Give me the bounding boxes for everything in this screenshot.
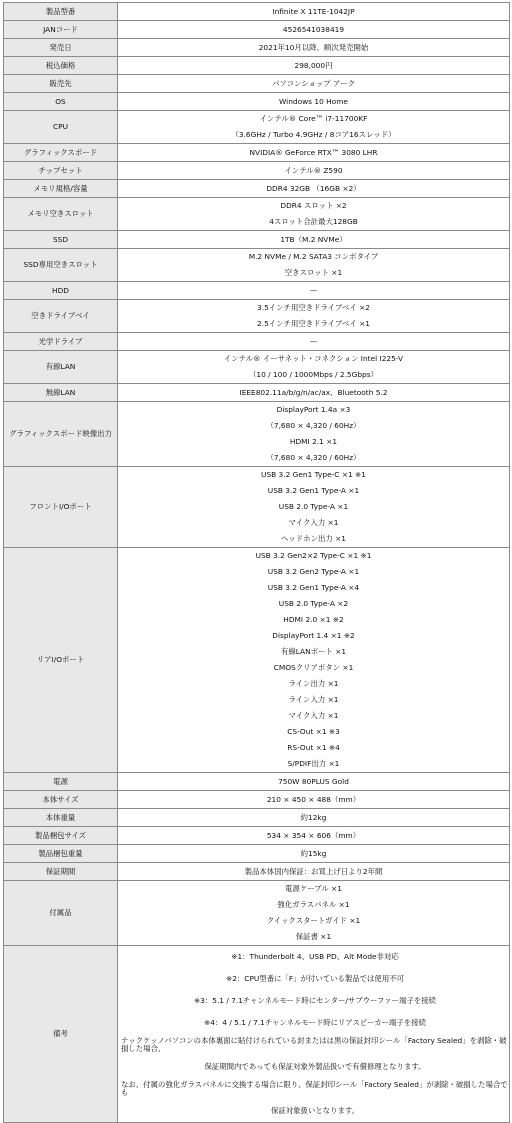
- spec-row: [4, 93, 510, 111]
- spec-value: [118, 791, 510, 809]
- spec-value-line: 1TB（M.2 NVMe）: [280, 234, 347, 244]
- spec-row: [4, 809, 510, 827]
- spec-label: 空きドライブベイ: [4, 300, 118, 333]
- spec-label: 製品梱包サイズ: [4, 827, 118, 845]
- spec-label: メモリ規格/容量: [4, 180, 118, 198]
- spec-value-line: （7,680 × 4,320 / 60Hz）: [266, 453, 361, 462]
- note-line: ※1：Thunderbolt 4、USB PD、Alt Mode非対応: [231, 952, 399, 961]
- spec-value: [118, 39, 510, 57]
- spec-row: [4, 111, 510, 144]
- spec-label: 製品梱包重量: [4, 845, 118, 863]
- spec-value: [118, 402, 510, 467]
- spec-row: [4, 75, 510, 93]
- spec-label: OS: [4, 93, 118, 111]
- spec-label: チップセット: [4, 162, 118, 180]
- spec-value: [118, 75, 510, 93]
- spec-label: 光学ドライブ: [4, 333, 118, 351]
- spec-value-line: —: [309, 336, 318, 346]
- spec-value-line: DisplayPort 1.4a ×3: [276, 405, 351, 414]
- note-line: 保証期間内であっても保証対象外製品扱いで有償修理となります。: [204, 1062, 426, 1071]
- spec-value-line: パソコンショップ アーク: [272, 78, 355, 88]
- spec-value-line: HDMI 2.1 ×1: [289, 437, 338, 446]
- spec-value-line: （7,680 × 4,320 / 60Hz）: [266, 421, 361, 430]
- spec-row: [4, 402, 510, 467]
- spec-value-line: M.2 NVMe / M.2 SATA3 コンボタイプ: [248, 252, 379, 261]
- spec-value: [118, 21, 510, 39]
- spec-value: [118, 231, 510, 249]
- spec-value-line: USB 3.2 Gen1 Type-C ×1 ※1: [261, 470, 366, 479]
- spec-row: [4, 144, 510, 162]
- spec-label: 本体サイズ: [4, 791, 118, 809]
- spec-value: [118, 845, 510, 863]
- spec-value-line: 750W 80PLUS Gold: [278, 776, 349, 786]
- spec-row: [4, 21, 510, 39]
- spec-value-line: 4スロット合計最大128GB: [269, 217, 358, 226]
- spec-value: [118, 827, 510, 845]
- spec-label: JANコード: [4, 21, 118, 39]
- spec-value-line: S/PDIF出力 ×1: [287, 759, 340, 768]
- spec-value-line: 空きスロット ×1: [284, 268, 343, 277]
- spec-row: [4, 198, 510, 231]
- spec-value-line: —: [309, 285, 318, 295]
- spec-row: [4, 881, 510, 946]
- spec-value-line: 2021年10月以降、順次発売開始: [258, 42, 369, 52]
- spec-label: 本体重量: [4, 809, 118, 827]
- spec-value-line: USB 3.2 Gen2×2 Type-C ×1 ※1: [255, 551, 372, 560]
- spec-value: [118, 773, 510, 791]
- spec-label: グラフィックスボード: [4, 144, 118, 162]
- spec-table: [3, 2, 510, 1123]
- spec-label: CPU: [4, 111, 118, 144]
- spec-value-line: インテル® Z590: [284, 165, 343, 175]
- spec-value: [118, 863, 510, 881]
- spec-value-line: ライン入力 ×1: [288, 695, 339, 704]
- spec-row: [4, 39, 510, 57]
- spec-value: [118, 57, 510, 75]
- spec-row: [4, 3, 510, 21]
- spec-value-line: DDR4 スロット ×2: [280, 201, 347, 210]
- spec-row: [4, 300, 510, 333]
- spec-value-line: NVIDIA® GeForce RTX™ 3080 LHR: [249, 147, 378, 157]
- spec-value: [118, 384, 510, 402]
- spec-value: [118, 111, 510, 144]
- spec-value-line: マイク入力 ×1: [288, 518, 339, 527]
- spec-row: [4, 57, 510, 75]
- spec-label: HDD: [4, 282, 118, 300]
- spec-value-line: インテル® Core™ i7-11700KF: [259, 114, 368, 123]
- spec-value-line: USB 3.2 Gen1 Type-A ×4: [267, 583, 360, 592]
- spec-value-line: RS-Out ×1 ※4: [287, 743, 340, 752]
- spec-label: 税込価格: [4, 57, 118, 75]
- spec-value: [118, 180, 510, 198]
- spec-row: [4, 333, 510, 351]
- spec-label: 保証期間: [4, 863, 118, 881]
- spec-value: [118, 3, 510, 21]
- spec-row: [4, 282, 510, 300]
- spec-value-line: 534 × 354 × 606（mm）: [266, 830, 361, 840]
- spec-label: 製品型番: [4, 3, 118, 21]
- spec-row: [4, 827, 510, 845]
- notes-row: [4, 946, 510, 1123]
- spec-label: リアI/Oポート: [4, 548, 118, 773]
- spec-table-body: [4, 3, 510, 1123]
- spec-label: 販売先: [4, 75, 118, 93]
- spec-value-line: クイックスタートガイド ×1: [266, 916, 361, 925]
- spec-label: グラフィックスボード映像出力: [4, 402, 118, 467]
- note-line: ※2：CPU型番に「F」が付いている製品では使用不可: [226, 974, 404, 983]
- spec-value: [118, 467, 510, 548]
- spec-value-line: CS-Out ×1 ※3: [287, 727, 340, 736]
- notes-label: 備考: [4, 946, 118, 1123]
- spec-value-line: 製品本体国内保証：お買上げ日より2年間: [244, 866, 383, 876]
- spec-value: [118, 144, 510, 162]
- notes-content: [118, 946, 510, 1123]
- spec-value-line: ライン出力 ×1: [288, 679, 339, 688]
- spec-value: [118, 162, 510, 180]
- spec-row: [4, 162, 510, 180]
- spec-value-line: 強化ガラスパネル ×1: [277, 900, 350, 909]
- spec-row: [4, 548, 510, 773]
- spec-value-line: IEEE802.11a/b/g/n/ac/ax、Bluetooth 5.2: [239, 387, 388, 397]
- spec-label: 有線LAN: [4, 351, 118, 384]
- spec-row: [4, 863, 510, 881]
- spec-label: 付属品: [4, 881, 118, 946]
- spec-row: [4, 231, 510, 249]
- spec-value-line: （3.6GHz / Turbo 4.9GHz / 8コア16スレッド）: [231, 130, 396, 139]
- spec-label: SSD: [4, 231, 118, 249]
- spec-value-line: 298,000円: [294, 60, 333, 70]
- spec-label: 発売日: [4, 39, 118, 57]
- spec-value-line: 電源ケーブル ×1: [285, 884, 342, 893]
- spec-row: [4, 384, 510, 402]
- spec-label: メモリ空きスロット: [4, 198, 118, 231]
- spec-value: [118, 881, 510, 946]
- spec-value: [118, 548, 510, 773]
- spec-value-line: USB 2.0 Type-A ×1: [278, 502, 349, 511]
- spec-value-line: DisplayPort 1.4 ×1 ※2: [272, 631, 355, 640]
- note-line: ※3：5.1 / 7.1チャンネルモード時にセンター/サブウーファー端子を接続: [193, 996, 437, 1005]
- spec-value-line: 3.5インチ用空きドライブベイ ×2: [257, 303, 370, 312]
- spec-value-line: インテル® イーサネット・コネクション Intel I225-V: [223, 354, 404, 363]
- spec-value: [118, 249, 510, 282]
- spec-row: [4, 249, 510, 282]
- spec-value-line: Infinite X 11TE-1042JP: [272, 6, 355, 16]
- spec-value-line: 210 × 450 × 488（mm）: [266, 794, 361, 804]
- spec-row: [4, 791, 510, 809]
- spec-row: [4, 773, 510, 791]
- spec-value-line: USB 3.2 Gen2 Type-A ×1: [267, 567, 360, 576]
- spec-value-line: Windows 10 Home: [279, 96, 348, 106]
- spec-value-line: （10 / 100 / 1000Mbps / 2.5Gbps）: [249, 370, 378, 379]
- spec-row: [4, 845, 510, 863]
- spec-value: [118, 198, 510, 231]
- spec-value-line: 保証書 ×1: [295, 932, 332, 941]
- spec-value-line: USB 2.0 Type-A ×2: [278, 599, 349, 608]
- spec-value-line: DDR4 32GB （16GB ×2）: [266, 183, 361, 193]
- spec-label: SSD専用空きスロット: [4, 249, 118, 282]
- spec-value-line: CMOSクリアボタン ×1: [273, 663, 354, 672]
- spec-value-line: 4526541038419: [282, 24, 345, 34]
- spec-value-line: 約15kg: [300, 848, 327, 858]
- note-line: 保証対象扱いとなります。: [270, 1106, 360, 1115]
- spec-value: [118, 351, 510, 384]
- spec-value-line: 2.5インチ用空きドライブベイ ×1: [257, 319, 370, 328]
- spec-row: [4, 351, 510, 384]
- spec-value-line: 有線LANポート ×1: [280, 647, 347, 656]
- spec-label: 電源: [4, 773, 118, 791]
- spec-label: フロントI/Oポート: [4, 467, 118, 548]
- spec-value: [118, 809, 510, 827]
- note-line: なお、付属の強化ガラスパネルに交換する場合に限り、保証封印シール「Factory Sealed」が剥除・破損した場合でも: [121, 1080, 508, 1097]
- spec-value: [118, 282, 510, 300]
- spec-value-line: ヘッドホン出力 ×1: [281, 534, 346, 543]
- spec-label: 無線LAN: [4, 384, 118, 402]
- spec-value-line: USB 3.2 Gen1 Type-A ×1: [267, 486, 360, 495]
- spec-value: [118, 300, 510, 333]
- spec-value: [118, 333, 510, 351]
- spec-row: [4, 467, 510, 548]
- spec-value: [118, 93, 510, 111]
- note-line: ナックケッノパソコンの本体裏面に貼付けられている封またはは黒の保証封印シール「Factory Sealed」を剥除・破損した場合、: [121, 1036, 507, 1053]
- note-line: ※4：4 / 5.1 / 7.1チャンネルモード時にリアスピーカー端子を接続: [204, 1018, 426, 1027]
- spec-value-line: 約12kg: [300, 812, 327, 822]
- spec-row: [4, 180, 510, 198]
- spec-value-line: HDMI 2.0 ×1 ※2: [283, 615, 344, 624]
- spec-value-line: マイク入力 ×1: [288, 711, 339, 720]
